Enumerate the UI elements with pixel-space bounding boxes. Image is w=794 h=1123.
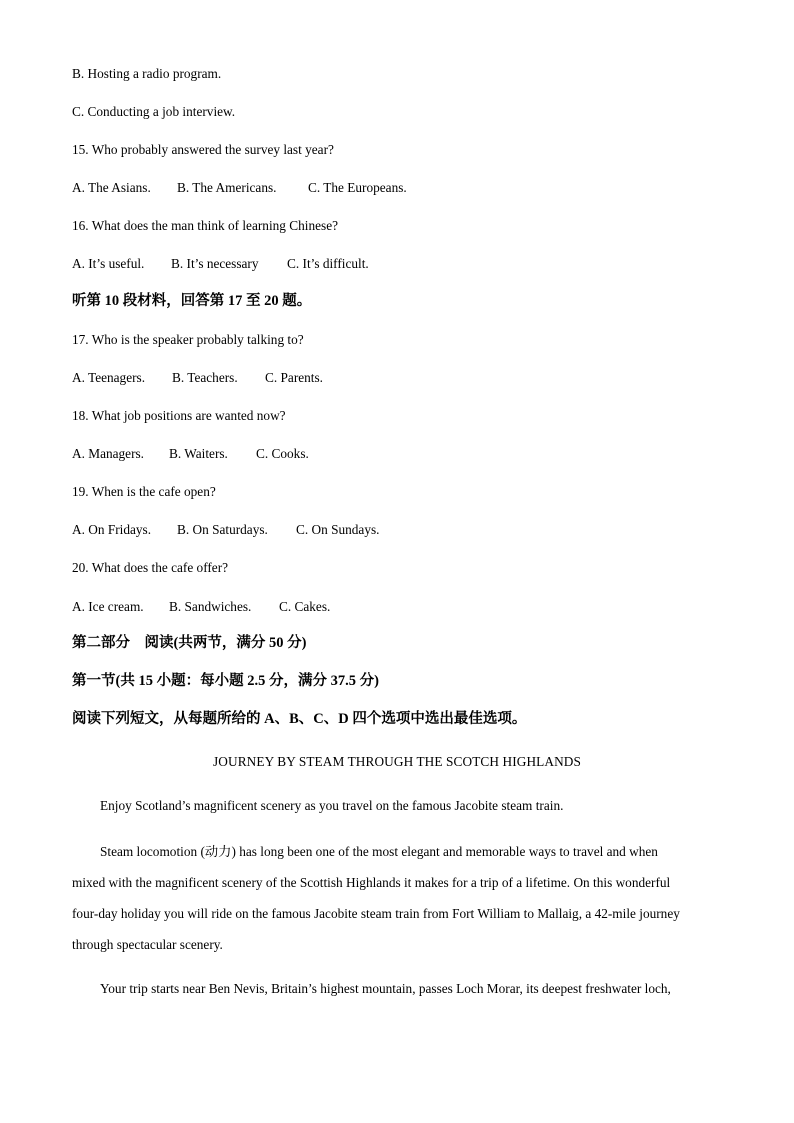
passage-paragraph-2-line-1: Steam locomotion (动力) has long been one of the most elegant and memorable ways to travel and when — [100, 844, 658, 859]
section-heading-10: 听第 10 段材料，回答第 17 至 20 题。 — [72, 293, 312, 309]
section1-heading: 第一节(共 15 小题：每小题 2.5 分，满分 37.5 分) — [72, 673, 379, 689]
reading-instruction: 阅读下列短文，从每题所给的 A、B、C、D 四个选项中选出最佳选项。 — [72, 711, 527, 727]
passage-paragraph-2-line-2: mixed with the magnificent scenery of the Scottish Highlands it makes for a trip of a lifetime. On this wonderful — [72, 875, 671, 890]
q19-option-a: A. On Fridays. — [72, 522, 152, 537]
q17-option-b: B. Teachers. — [172, 370, 238, 385]
q19-option-b: B. On Saturdays. — [177, 522, 268, 537]
passage-paragraph-3: Your trip starts near Ben Nevis, Britain’s highest mountain, passes Loch Morar, its deepest freshwater loch, — [100, 981, 671, 996]
part2-heading: 第二部分 阅读(共两节，满分 50 分) — [72, 635, 307, 651]
passage-paragraph-2-line-3: four-day holiday you will ride on the famous Jacobite steam train from Fort William to Mallaig, a 42-mile journey — [72, 906, 680, 921]
passage-paragraph-2-line-4: through spectacular scenery. — [72, 937, 223, 952]
q18-stem: 18. What job positions are wanted now? — [72, 408, 286, 423]
q15-stem: 15. Who probably answered the survey last year? — [72, 142, 334, 157]
q15-option-a: A. The Asians. — [72, 180, 151, 195]
q20-options — [72, 600, 330, 613]
q19-option-c: C. On Sundays. — [296, 522, 380, 537]
q15-option-c: C. The Europeans. — [308, 180, 407, 195]
q19-options — [72, 523, 379, 536]
q14-option-b: B. Hosting a radio program. — [72, 66, 222, 81]
q16-stem: 16. What does the man think of learning Chinese? — [72, 218, 338, 233]
q15-options — [72, 181, 407, 194]
q16-option-a: A. It’s useful. — [72, 256, 145, 271]
passage-paragraph-1: Enjoy Scotland’s magnificent scenery as you travel on the famous Jacobite steam train. — [100, 798, 564, 813]
q14-option-c: C. Conducting a job interview. — [72, 104, 236, 119]
q17-options — [72, 371, 323, 384]
q20-option-a: A. Ice cream. — [72, 599, 144, 614]
q18-options — [72, 447, 309, 460]
passage-paragraph-2 — [72, 836, 722, 960]
q16-options — [72, 257, 369, 270]
q19-stem: 19. When is the cafe open? — [72, 484, 216, 499]
q17-stem: 17. Who is the speaker probably talking to? — [72, 332, 304, 347]
q16-option-c: C. It’s difficult. — [287, 256, 369, 271]
q17-option-a: A. Teenagers. — [72, 370, 146, 385]
q16-option-b: B. It’s necessary — [171, 256, 259, 271]
q20-option-c: C. Cakes. — [279, 599, 331, 614]
q18-option-b: B. Waiters. — [169, 446, 228, 461]
q18-option-a: A. Managers. — [72, 446, 145, 461]
q20-option-b: B. Sandwiches. — [169, 599, 252, 614]
q17-option-c: C. Parents. — [265, 370, 323, 385]
q20-stem: 20. What does the cafe offer? — [72, 560, 229, 575]
passage-title: JOURNEY BY STEAM THROUGH THE SCOTCH HIGHLANDS — [213, 754, 581, 769]
q18-option-c: C. Cooks. — [256, 446, 309, 461]
q15-option-b: B. The Americans. — [177, 180, 277, 195]
